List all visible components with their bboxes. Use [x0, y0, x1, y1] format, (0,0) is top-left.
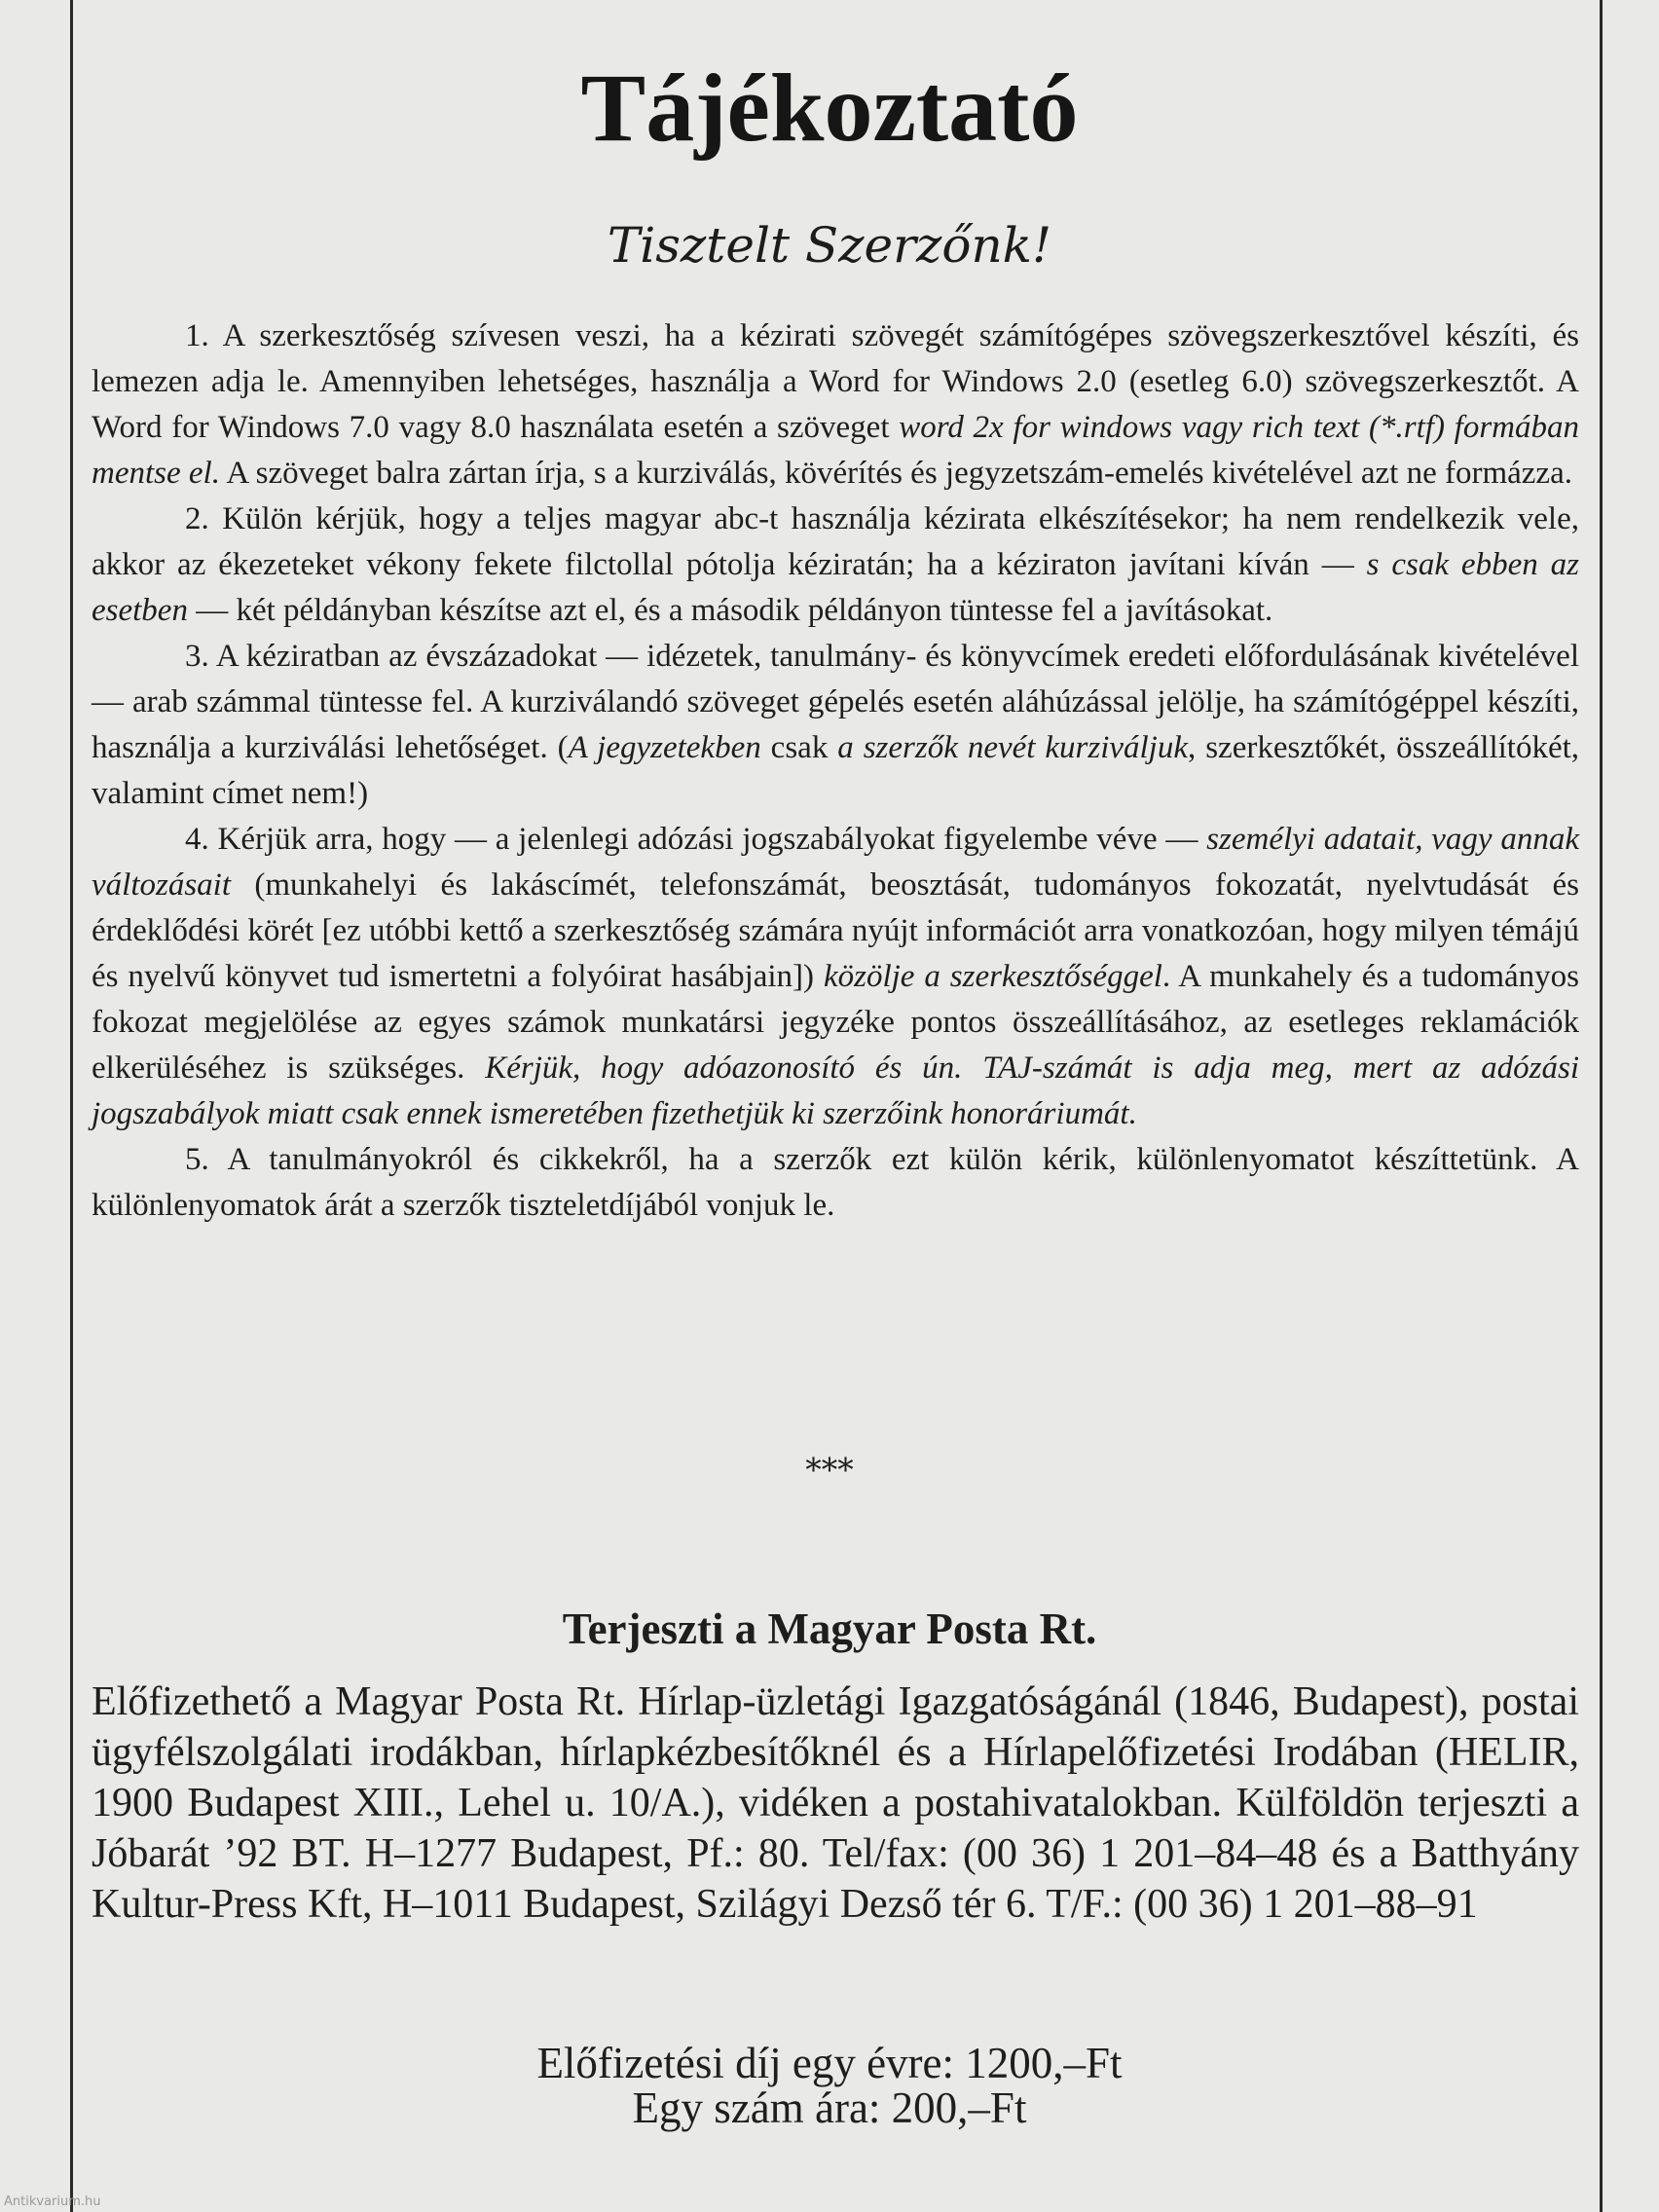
instruction-paragraph-3 [92, 634, 1579, 817]
watermark: Antikvarium.hu [4, 2194, 101, 2209]
paragraph-segment: 5. A tanulmányokról és cikkekről, ha a szerzők ezt külön kérik, különlenyomatot készíttetünk. A különlenyomatok árát a szerzők tiszteletdíjából vonjuk le. [92, 1142, 1579, 1223]
paragraph-segment: , szerkesztőkét, összeállítókét, valamint címet nem!) [92, 730, 1580, 811]
paragraph-segment: . A munkahely és a tudományos fokozat megjelölése az egyes számok munkatársi jegyzéke pontos összeállításához, az esetleges reklamációk elkerüléséhez is szükséges. [92, 959, 1579, 1086]
page-frame-right-rule [1600, 0, 1603, 2212]
paragraph-segment-italic: word 2x for windows vagy rich text (*.rtf) formában mentse el. [92, 410, 1580, 491]
instructions-body [92, 313, 1579, 1229]
page-frame-left-rule [70, 0, 73, 2212]
paragraph-segment: A szöveget balra zártan írja, s a kurziválás, kövérítés és jegyzetszám-emelés kivételével azt ne formázza. [219, 456, 1572, 491]
distributor-paragraph: Előfizethető a Magyar Posta Rt. Hírlap-üzletági Igazgatóságánál (1846, Budapest), postai ügyfélszolgálati irodákban, hírlapkézbesítőknél és a Hírlapelőfizetési Irodában (HELIR, 1900 Budapest XIII., Lehel u. 10/A.), vidéken a postahivatalokban. Külföldön terjeszti a Jóbarát ’92 BT. H–1277 Budapest, Pf.: 80. Tel/fax: (00 36) 1 201–84–48 és a Batthyány Kultur-Press Kft, H–1011 Budapest, Szilágyi Dezső tér 6. T/F.: (00 36) 1 201–88–91 [92, 1679, 1579, 1927]
instruction-paragraph-2 [92, 497, 1579, 634]
paragraph-segment: — két példányban készítse azt el, és a második példányon tüntesse fel a javításokat. [187, 593, 1273, 628]
paragraph-segment-italic: személyi adatait, vagy annak változásait [92, 822, 1579, 903]
instruction-paragraph-4 [92, 817, 1579, 1137]
salutation: Tisztelt Szerzőnk! [607, 217, 1052, 274]
paragraph-segment-italic: s csak ebben az esetben [92, 547, 1579, 628]
distributor-info [92, 1677, 1579, 1930]
paragraph-segment-italic: közölje a szerkesztőséggel [823, 959, 1162, 994]
paragraph-segment: (munkahelyi és lakáscímét, telefonszámát, beosztását, tudományos fokozatát, nyelvtudását és érdeklődési körét [ez utóbbi kettő a szerkesztőség számára nyújt információt arra vonatkozóan, hogy milyen témájú és nyelvű könyvet tud ismertetni a folyóirat hasábjain]) [92, 867, 1579, 994]
paragraph-segment-italic: A jegyzetekben [568, 730, 761, 765]
paragraph-segment: 1. A szerkesztőség szívesen veszi, ha a kézirati szövegét számítógépes szövegszerkesztővel készíti, és lemezen adja le. Amennyiben lehetséges, használja a Word for Windows 2.0 (esetleg 6.0) szövegszerkesztőt. A Word for Windows 7.0 vagy 8.0 használata esetén a szöveget [92, 318, 1579, 445]
paragraph-segment: 4. Kérjük arra, hogy — a jelenlegi adózási jogszabályokat figyelembe véve — [185, 822, 1207, 857]
paragraph-segment-italic: Kérjük, hogy adóazonosító és ún. TAJ-számát is adja meg, mert az adózási jogszabályok miatt csak ennek ismeretében fizethetjük ki szerzőink honoráriumát. [92, 1051, 1580, 1131]
annual-subscription-price: Előfizetési díj egy évre: 1200,–Ft [536, 2039, 1123, 2087]
instruction-paragraph-5 [92, 1137, 1579, 1229]
paragraph-segment: 3. A kéziratban az évszázadokat — idézetek, tanulmány- és könyvcímek eredeti előfordulásának kivételével — arab számmal tüntesse fel. A kurziválandó szöveget gépelés esetén aláhúzással jelölje, ha számítógéppel készíti, használja a kurziválási lehetőséget. ( [92, 639, 1579, 765]
paragraph-segment: 2. Külön kérjük, hogy a teljes magyar abc-t használja kézirata elkészítésekor; ha nem rendelkezik vele, akkor az ékezeteket vékony fekete filctollal pótolja kéziratán; ha a kéziraton javítani kíván — [92, 501, 1579, 582]
price-block [0, 2041, 1659, 2130]
page-title: Tájékoztató [580, 54, 1079, 162]
paragraph-segment: csak [760, 730, 838, 765]
single-issue-price: Egy szám ára: 200,–Ft [632, 2083, 1027, 2132]
instruction-paragraph-1 [92, 313, 1579, 497]
paragraph-segment-italic: a szerzők nevét kurziváljuk [837, 730, 1189, 765]
distributor-heading: Terjeszti a Magyar Posta Rt. [562, 1604, 1097, 1653]
section-separator: *** [805, 1451, 854, 1489]
